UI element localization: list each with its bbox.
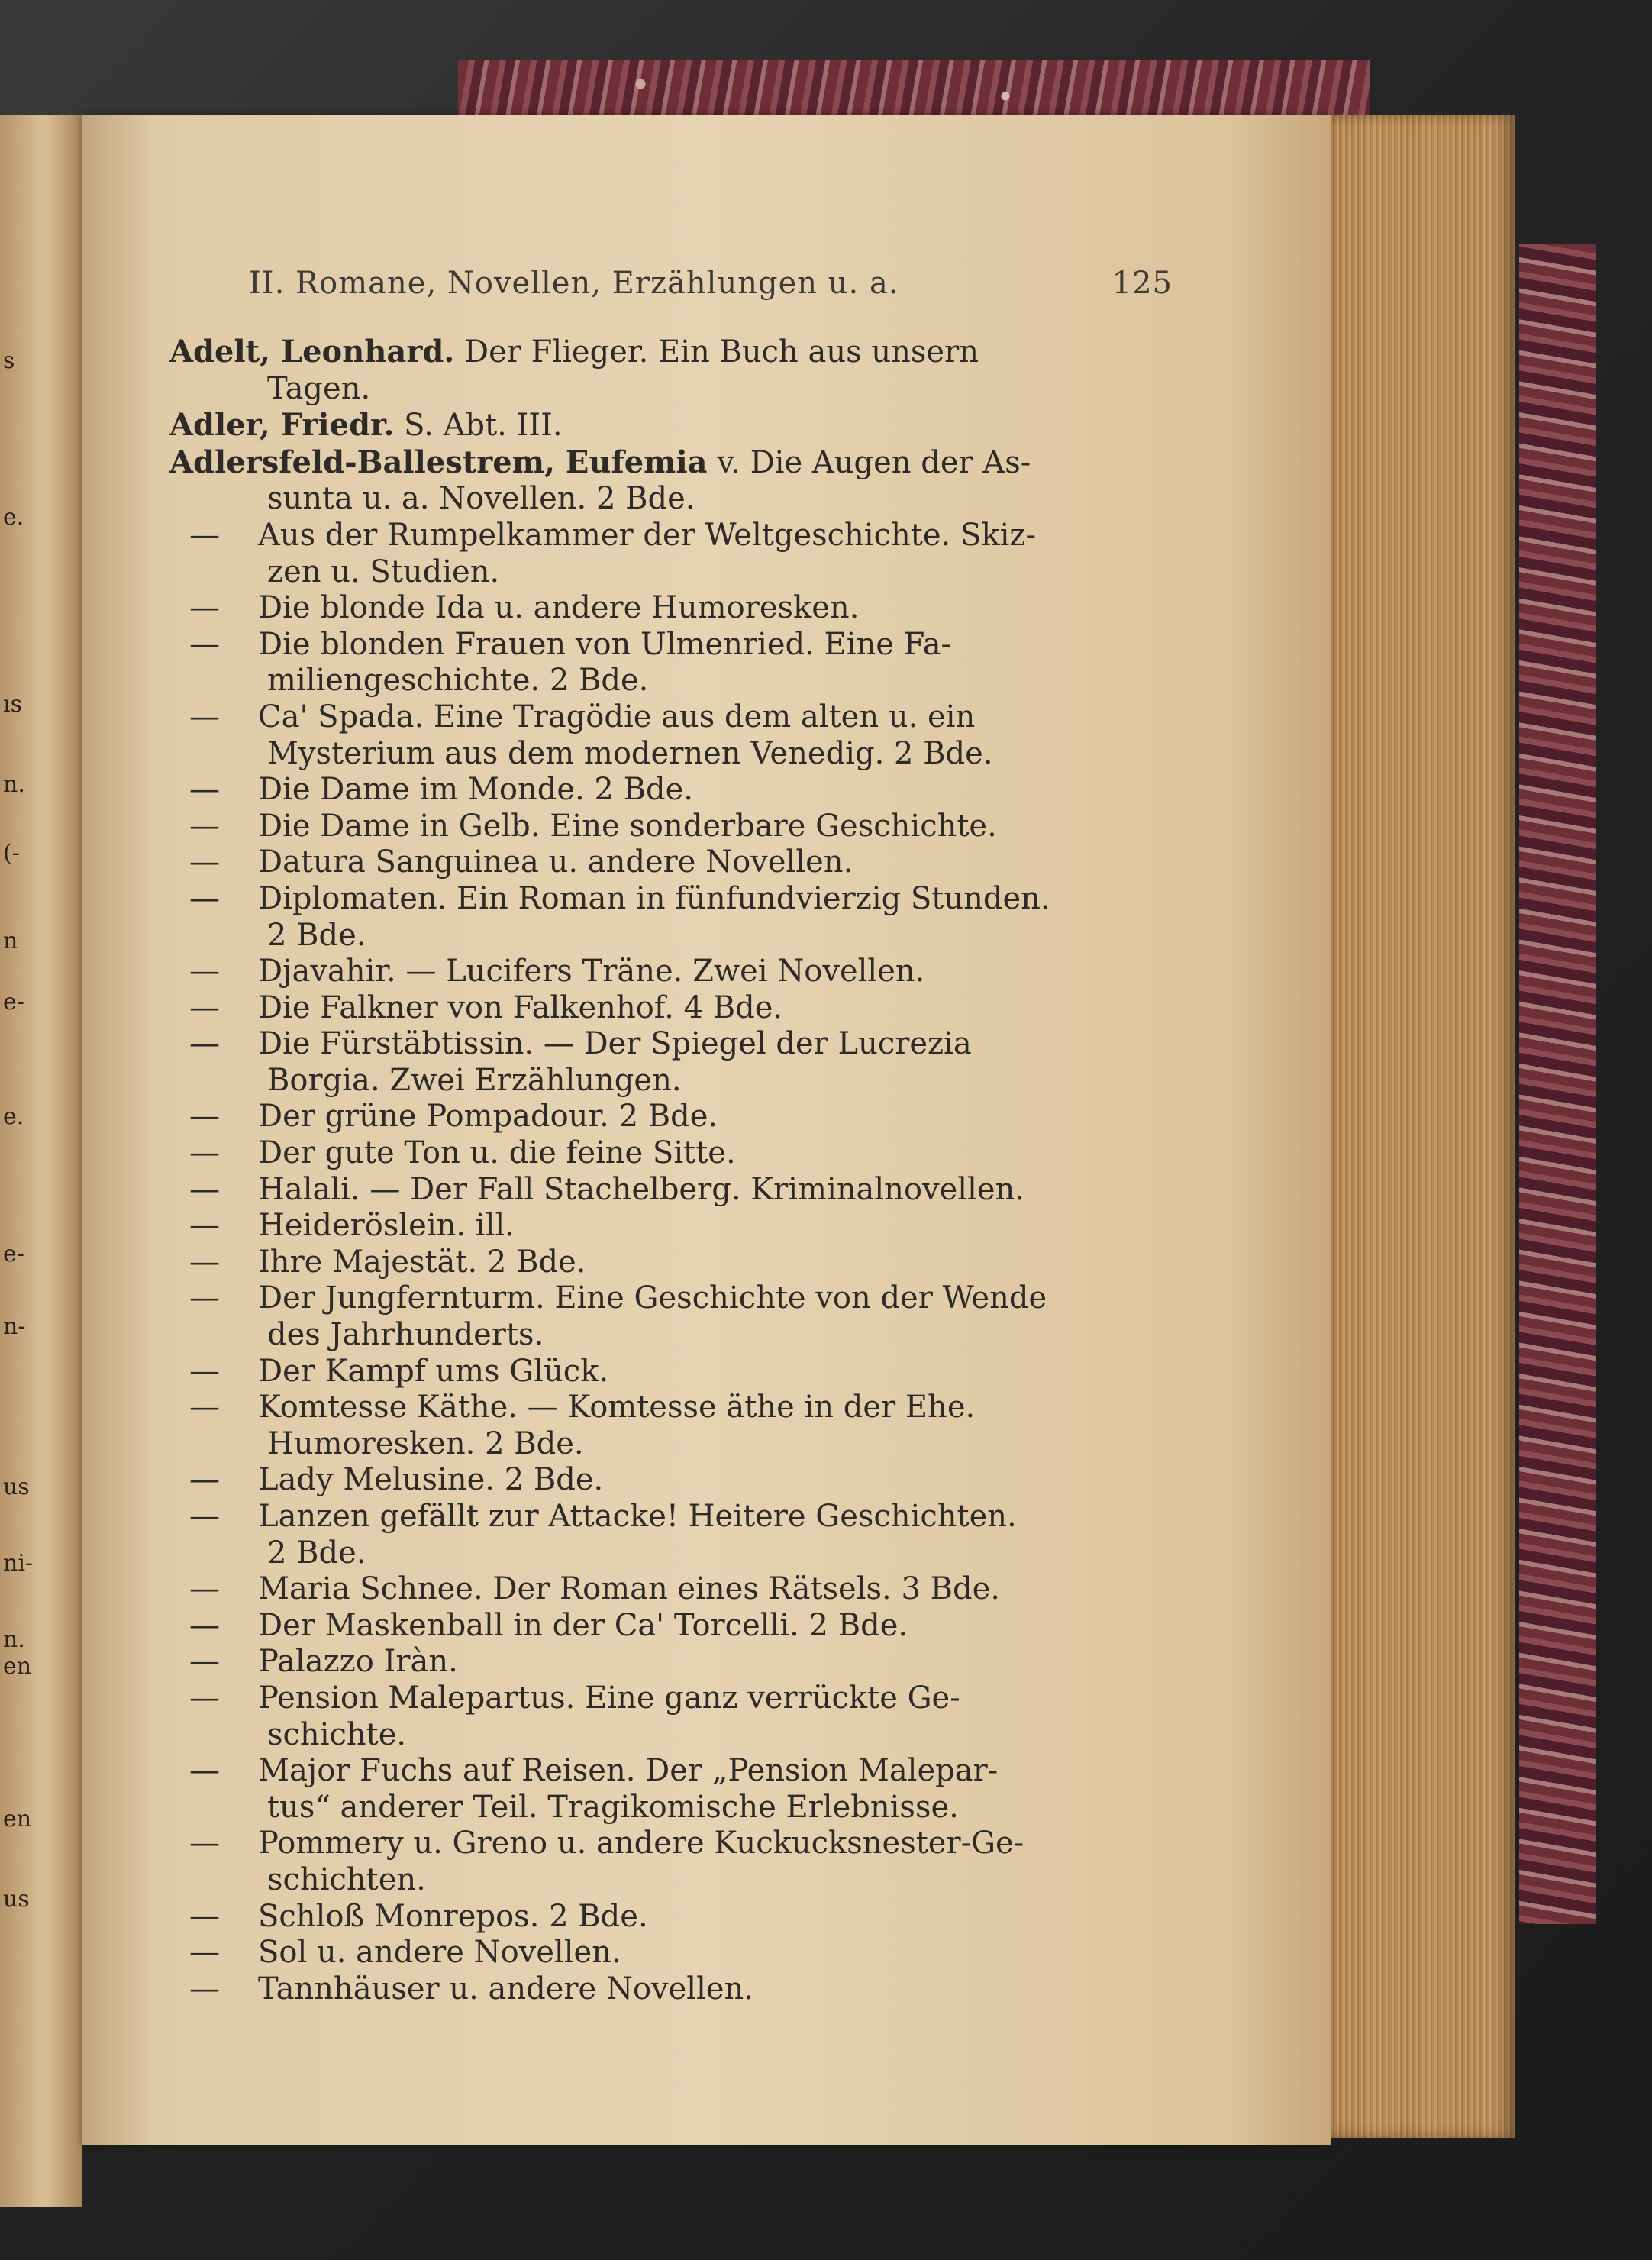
left-page-fragment: n-	[3, 1313, 26, 1340]
list-item	[169, 1354, 1154, 1390]
entry-title: Der gute Ton u. die feine Sitte.	[258, 1135, 736, 1171]
list-item	[169, 844, 1154, 881]
left-page-fragment: ni-	[3, 1550, 34, 1577]
list-item	[169, 699, 1154, 772]
entry-title: Lanzen gefällt zur Attacke! Heitere Geschichten.	[258, 1499, 1017, 1534]
list-item	[169, 334, 1154, 407]
entry-continuation: schichten.	[267, 1861, 426, 1897]
ditto-dash: —	[189, 1390, 220, 1425]
ditto-dash: —	[189, 954, 220, 990]
running-header	[165, 266, 1173, 308]
list-item	[169, 1680, 1154, 1753]
list-item	[169, 990, 1154, 1027]
left-page-fragment: n.	[3, 771, 25, 798]
entry-title: Die Falkner von Falkenhof. 4 Bde.	[258, 990, 783, 1025]
bibliography-list	[169, 334, 1154, 2007]
ditto-dash: —	[189, 1208, 220, 1244]
list-item	[169, 1390, 1154, 1462]
entry-continuation: zen u. Studien.	[267, 554, 500, 589]
ditto-dash: —	[189, 990, 220, 1025]
list-item	[169, 1208, 1154, 1245]
entry-continuation: Mysterium aus dem modernen Venedig. 2 Bde.	[267, 735, 993, 771]
entry-title: S. Abt. III.	[404, 408, 563, 444]
entry-title: Ca' Spada. Eine Tragödie aus dem alten u. ein	[258, 699, 976, 734]
list-item	[169, 1099, 1154, 1135]
entry-title: v. Die Augen der As-	[717, 444, 1031, 480]
left-page-fragment: n.	[3, 1626, 25, 1653]
ditto-dash: —	[189, 590, 220, 626]
entry-continuation: Humoresken. 2 Bde.	[267, 1425, 584, 1461]
entry-title: Djavahir. — Lucifers Träne. Zwei Novellen.	[258, 954, 925, 990]
entry-continuation: Borgia. Zwei Erzählungen.	[267, 1062, 682, 1098]
header-title: II. Romane, Novellen, Erzählungen u. a.	[249, 266, 899, 301]
entry-continuation: miliengeschichte. 2 Bde.	[267, 663, 649, 699]
list-item	[169, 1753, 1154, 1826]
ditto-dash: —	[189, 1898, 220, 1934]
entry-title: Datura Sanguinea u. andere Novellen.	[258, 844, 853, 880]
ditto-dash: —	[189, 1280, 220, 1316]
left-page-fragment: (-	[3, 840, 20, 867]
marbled-board-top	[458, 60, 1370, 121]
ditto-dash: —	[189, 1099, 220, 1135]
left-page-fragment: en	[3, 1806, 32, 1832]
ditto-dash: —	[189, 1244, 220, 1280]
ditto-dash: —	[189, 844, 220, 880]
left-page-fragment: n	[3, 928, 18, 954]
ditto-dash: —	[189, 1680, 220, 1716]
left-page-fragment: e-	[3, 989, 24, 1015]
entry-title: Tannhäuser u. andere Novellen.	[258, 1971, 754, 2007]
ditto-dash: —	[189, 1499, 220, 1534]
left-page-fragment: e.	[3, 504, 24, 531]
entry-title: Maria Schnee. Der Roman eines Rätsels. 3 Bde.	[258, 1571, 1001, 1607]
left-page-fragment: s	[3, 347, 15, 374]
entry-title: Sol u. andere Novellen.	[258, 1935, 621, 1971]
left-page-fragment: ıs	[3, 691, 22, 718]
ditto-dash: —	[189, 1135, 220, 1171]
ditto-dash: —	[189, 626, 220, 662]
author-name: Adlersfeld-Ballestrem, Eufemia	[169, 444, 708, 480]
entry-title: Aus der Rumpelkammer der Weltgeschichte. Skiz-	[258, 517, 1036, 553]
list-item	[169, 1935, 1154, 1971]
entry-continuation: Tagen.	[267, 370, 371, 406]
author-name: Adler, Friedr.	[169, 407, 395, 444]
list-item	[169, 1971, 1154, 2008]
list-item	[169, 1644, 1154, 1680]
list-item	[169, 590, 1154, 627]
entry-title: Major Fuchs auf Reisen. Der „Pension Malepar-	[258, 1753, 999, 1789]
list-item	[169, 444, 1154, 518]
list-item	[169, 1135, 1154, 1172]
list-item	[169, 1172, 1154, 1209]
page-number: 125	[1112, 266, 1173, 301]
entry-continuation: des Jahrhunderts.	[267, 1317, 544, 1353]
marbled-board-right	[1519, 244, 1596, 1924]
list-item	[169, 809, 1154, 845]
entry-title: Der Kampf ums Glück.	[258, 1353, 609, 1389]
left-page-fragment: en	[3, 1653, 32, 1680]
ditto-dash: —	[189, 880, 220, 916]
ditto-dash: —	[189, 1644, 220, 1680]
ditto-dash: —	[189, 808, 220, 844]
entry-title: Komtesse Käthe. — Komtesse äthe in der Ehe.	[258, 1390, 976, 1425]
ditto-dash: —	[189, 1462, 220, 1498]
list-item	[169, 772, 1154, 809]
entry-continuation: 2 Bde.	[267, 917, 366, 953]
list-item	[169, 627, 1154, 699]
entry-title: Palazzo Iràn.	[258, 1644, 458, 1680]
left-page-fragment: e.	[3, 1103, 24, 1130]
ditto-dash: —	[189, 1171, 220, 1207]
entry-title: Die Dame in Gelb. Eine sonderbare Geschichte.	[258, 808, 997, 844]
ditto-dash: —	[189, 1935, 220, 1971]
ditto-dash: —	[189, 1607, 220, 1643]
entry-title: Der Maskenball in der Ca' Torcelli. 2 Bde.	[258, 1607, 908, 1643]
ditto-dash: —	[189, 1026, 220, 1062]
entry-title: Lady Melusine. 2 Bde.	[258, 1462, 604, 1498]
entry-title: Schloß Monrepos. 2 Bde.	[258, 1898, 648, 1934]
author-name: Adelt, Leonhard.	[169, 334, 455, 370]
list-item	[169, 954, 1154, 990]
ditto-dash: —	[189, 772, 220, 808]
entry-title: Heideröslein. ill.	[258, 1208, 515, 1244]
list-item	[169, 1608, 1154, 1645]
ditto-dash: —	[189, 1353, 220, 1389]
list-item	[169, 1571, 1154, 1608]
list-item	[169, 1826, 1154, 1898]
list-item	[169, 1499, 1154, 1571]
left-page-fragment: e-	[3, 1241, 24, 1267]
list-item	[169, 1026, 1154, 1099]
ditto-dash: —	[189, 1571, 220, 1607]
ditto-dash: —	[189, 1826, 220, 1861]
list-item	[169, 1245, 1154, 1281]
entry-continuation: sunta u. a. Novellen. 2 Bde.	[267, 481, 695, 517]
list-item	[169, 1462, 1154, 1499]
list-item	[169, 407, 1154, 444]
ditto-dash: —	[189, 1753, 220, 1789]
entry-title: Pommery u. Greno u. andere Kuckucksnester-Ge-	[258, 1826, 1024, 1861]
entry-title: Der Flieger. Ein Buch aus unsern	[464, 334, 979, 370]
entry-title: Der Jungfernturm. Eine Geschichte von der Wende	[258, 1280, 1047, 1316]
list-item	[169, 881, 1154, 954]
entry-title: Pension Malepartus. Eine ganz verrückte Ge-	[258, 1680, 960, 1716]
entry-continuation: tus“ anderer Teil. Tragikomische Erlebnisse.	[267, 1789, 959, 1825]
entry-continuation: 2 Bde.	[267, 1535, 366, 1571]
left-page-fragment: us	[3, 1474, 30, 1500]
entry-title: Die Dame im Monde. 2 Bde.	[258, 772, 693, 808]
list-item	[169, 1280, 1154, 1353]
entry-title: Ihre Majestät. 2 Bde.	[258, 1244, 586, 1280]
entry-title: Diplomaten. Ein Roman in fünfundvierzig Stunden.	[258, 880, 1050, 916]
entry-title: Die Fürstäbtissin. — Der Spiegel der Lucrezia	[258, 1026, 972, 1062]
left-page-fragment: us	[3, 1886, 30, 1913]
list-item	[169, 518, 1154, 590]
page-block-edge	[1328, 115, 1515, 2138]
entry-title: Der grüne Pompadour. 2 Bde.	[258, 1099, 718, 1135]
entry-continuation: schichte.	[267, 1716, 407, 1752]
entry-title: Die blonde Ida u. andere Humoresken.	[258, 590, 860, 626]
ditto-dash: —	[189, 517, 220, 553]
entry-title: Die blonden Frauen von Ulmenried. Eine Fa-	[258, 626, 952, 662]
entry-title: Halali. — Der Fall Stachelberg. Kriminalnovellen.	[258, 1171, 1025, 1207]
ditto-dash: —	[189, 699, 220, 734]
ditto-dash: —	[189, 1971, 220, 2007]
list-item	[169, 1899, 1154, 1936]
left-page-edge	[0, 115, 82, 2207]
